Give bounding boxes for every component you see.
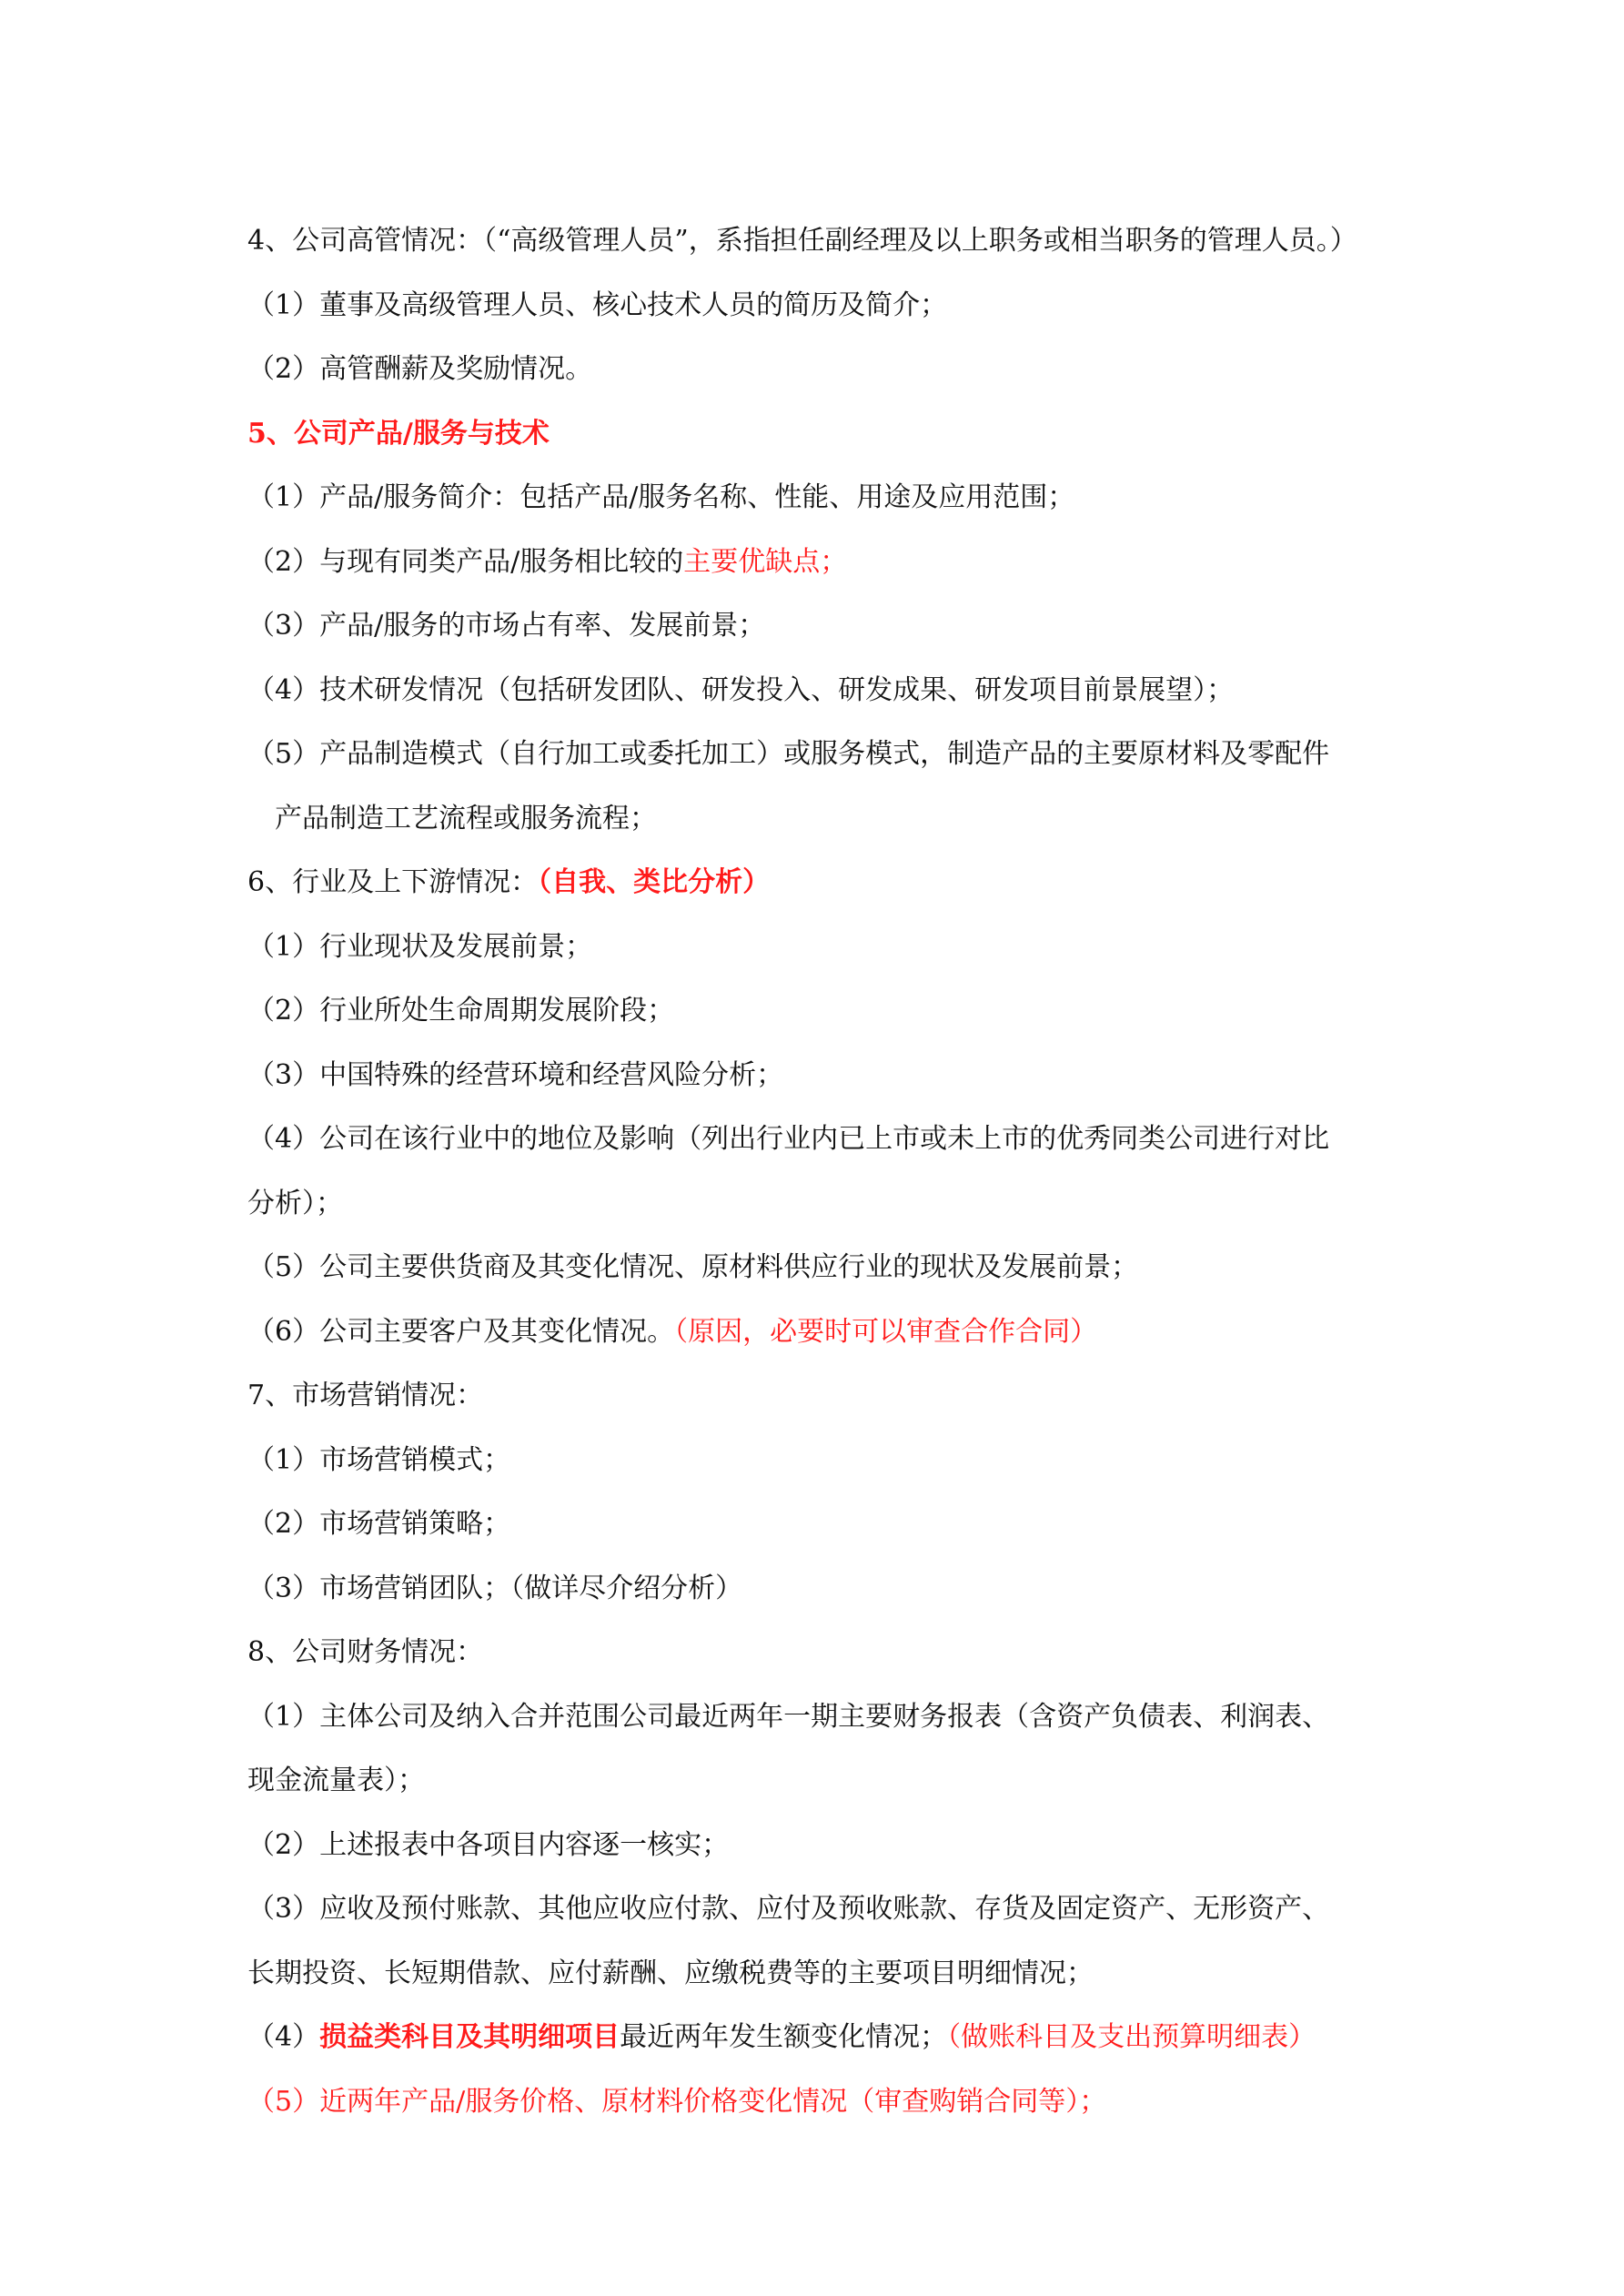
body-text: 最近两年发生额变化情况； (620, 2021, 948, 2053)
paragraph-line-s4-title (247, 209, 1430, 274)
body-text: （1）董事及高级管理人员、核心技术人员的简历及简介； (247, 288, 948, 321)
highlighted-text: （做账科目及支出预算明细表） (947, 2021, 1316, 2053)
highlighted-text: 5、公司产品/服务与技术 (247, 417, 550, 450)
paragraph-line-s8-title (247, 1621, 1430, 1685)
paragraph-line-s6-3 (247, 1044, 1430, 1108)
document-page (247, 209, 1430, 2134)
paragraph-line-s8-1-cont (247, 1749, 1430, 1814)
body-text: 4、公司高管情况：（“高级管理人员”，系指担任副经理及以上职务或相当职务的管理人员。） (247, 225, 1357, 257)
paragraph-line-s4-1 (247, 274, 1430, 339)
body-text: （1）市场营销模式； (247, 1443, 511, 1476)
paragraph-line-s7-title (247, 1364, 1430, 1429)
paragraph-line-s8-2 (247, 1814, 1430, 1878)
paragraph-line-s5-4 (247, 659, 1430, 723)
paragraph-line-s8-5 (247, 2070, 1430, 2135)
paragraph-line-s6-4 (247, 1108, 1430, 1172)
body-text: （1）行业现状及发展前景； (247, 930, 593, 963)
highlighted-text: 主要优缺点； (683, 545, 848, 578)
body-text: （2）上述报表中各项目内容逐一核实； (247, 1828, 730, 1861)
paragraph-line-s5-title (247, 402, 1430, 467)
paragraph-line-s6-4-cont (247, 1172, 1430, 1237)
paragraph-line-s6-title (247, 851, 1430, 915)
body-text: 分析）； (247, 1187, 343, 1219)
body-text: （2）市场营销策略； (247, 1508, 511, 1540)
body-text: （4） (247, 2021, 320, 2053)
paragraph-line-s6-1 (247, 915, 1430, 980)
paragraph-line-s5-5-cont (247, 787, 1430, 852)
body-text: （3）市场营销团队；（做详尽介绍分析） (247, 1572, 743, 1604)
body-text: （3）应收及预付账款、其他应收应付款、应付及预收账款、存货及固定资产、无形资产、 (247, 1893, 1330, 1925)
body-text: （1）主体公司及纳入合并范围公司最近两年一期主要财务报表（含资产负债表、利润表、 (247, 1700, 1330, 1733)
paragraph-line-s8-4 (247, 2006, 1430, 2070)
paragraph-line-s5-2 (247, 531, 1430, 595)
body-text: （1）产品/服务简介：包括产品/服务名称、性能、用途及应用范围； (247, 481, 1075, 513)
paragraph-line-s7-1 (247, 1429, 1430, 1493)
body-text: （2）行业所处生命周期发展阶段； (247, 995, 675, 1027)
highlighted-text: （5）近两年产品/服务价格、原材料价格变化情况（审查购销合同等）； (247, 2085, 1107, 2118)
paragraph-line-s5-1 (247, 466, 1430, 531)
paragraph-line-s7-3 (247, 1557, 1430, 1622)
body-text: 现金流量表）； (247, 1765, 425, 1796)
paragraph-line-s8-3 (247, 1877, 1430, 1942)
highlighted-text: （自我、类比分析） (538, 866, 771, 898)
body-text: （2）高管酬薪及奖励情况。 (247, 353, 593, 385)
body-text: 产品制造工艺流程或服务流程； (275, 802, 657, 834)
paragraph-line-s6-5 (247, 1236, 1430, 1300)
body-text: （3）产品/服务的市场占有率、发展前景； (247, 610, 766, 642)
paragraph-line-s5-5 (247, 723, 1430, 787)
paragraph-line-s4-2 (247, 338, 1430, 402)
body-text: （3）中国特殊的经营环境和经营风险分析； (247, 1058, 784, 1091)
body-text: 8、公司财务情况： (247, 1636, 484, 1668)
body-text: （6）公司主要客户及其变化情况。 (247, 1315, 675, 1348)
body-text: （5）公司主要供货商及其变化情况、原材料供应行业的现状及发展前景； (247, 1251, 1139, 1283)
paragraph-line-s5-3 (247, 594, 1430, 659)
body-text: （4）技术研发情况（包括研发团队、研发投入、研发成果、研发项目前景展望）； (247, 673, 1235, 706)
body-text: 7、市场营销情况： (247, 1380, 484, 1411)
body-text: 长期投资、长短期借款、应付薪酬、应缴税费等的主要项目明细情况； (247, 1957, 1094, 1989)
body-text: 6、行业及上下游情况： (247, 866, 539, 898)
highlighted-text: 损益类科目及其明细项目 (319, 2021, 620, 2053)
body-text: （4）公司在该行业中的地位及影响（列出行业内已上市或未上市的优秀同类公司进行对比 (247, 1123, 1330, 1155)
paragraph-line-s8-1 (247, 1685, 1430, 1750)
body-text: （5）产品制造模式（自行加工或委托加工）或服务模式，制造产品的主要原材料及零配件 (247, 738, 1330, 770)
paragraph-line-s7-2 (247, 1492, 1430, 1557)
paragraph-line-s8-3-cont (247, 1942, 1430, 2007)
paragraph-line-s6-2 (247, 979, 1430, 1044)
body-text: （2）与现有同类产品/服务相比较的 (247, 545, 684, 578)
paragraph-line-s6-6 (247, 1300, 1430, 1365)
highlighted-text: （原因，必要时可以审查合作合同） (674, 1315, 1098, 1348)
